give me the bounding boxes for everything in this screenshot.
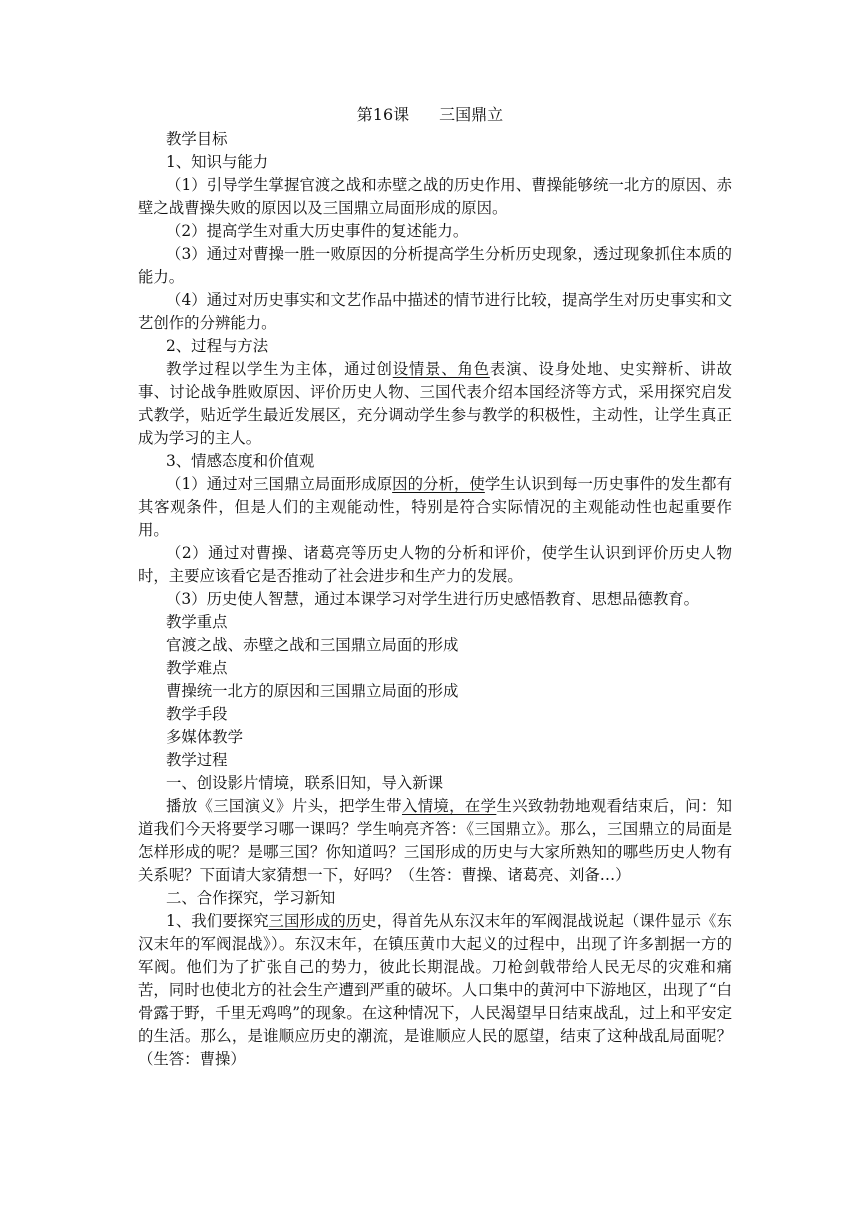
body-paragraph [138,243,732,289]
body-paragraph [138,220,732,243]
paragraph-text: 二、合作探究，学习新知 [166,889,336,907]
paragraph-text: 教学重点 [166,613,228,631]
paragraph-text: 教学过程以学生为主体，通过创 [166,360,393,378]
paragraph-text: （2）通过对曹操、诸葛亮等历史人物的分析和评价，使学生认识到评价历史人物时，主要应该看它是否推动了社会进步和生产力的发展。 [138,544,732,585]
underlined-text: 设情景、角色 [392,360,490,378]
body-paragraph [138,358,732,450]
paragraph-text: 教学过程 [166,751,228,769]
body-paragraph [138,174,732,220]
paragraph-text: 教学难点 [166,659,228,677]
body-paragraph [138,473,732,542]
paragraph-text: 官渡之战、赤壁之战和三国鼎立局面的形成 [166,636,459,654]
section-heading [138,887,732,910]
paragraph-text: 1、我们要探究 [166,912,269,930]
paragraph-text: 1、知识与能力 [166,153,269,171]
paragraph-text: 播放《三国演义》片头，把学生带 [166,797,402,815]
section-heading [138,151,732,174]
body-paragraph [138,795,732,887]
document-body [138,128,732,1071]
paragraph-text: （1）通过对三国鼎立局面形成原 [166,475,393,493]
underlined-text: 因的分析，使 [392,475,485,493]
body-paragraph [138,588,732,611]
body-paragraph [138,289,732,335]
paragraph-text: 教学手段 [166,705,228,723]
paragraph-text: 生兴致勃勃地观看结束后，问：知道我们今天将要学习哪一课吗？学生响亮齐答：《三国鼎立》。那么，三国鼎立的局面是怎样形成的呢？是哪三国？你知道吗？三国形成的历史与大家所熟知的哪些历史人物有关系呢？下面请大家猜想一下，好吗？（生答：曹操、诸葛亮、刘备…） [138,797,732,884]
paragraph-text: 教学目标 [166,130,228,148]
section-heading [138,634,732,657]
section-heading [138,726,732,749]
paragraph-text: （4）通过对历史事实和文艺作品中描述的情节进行比较，提高学生对历史事实和文艺创作的分辨能力。 [138,291,732,332]
lesson-number: 第16课 [356,105,410,124]
lesson-title: 三国鼎立 [439,105,504,124]
section-heading [138,611,732,634]
paragraph-text: 学生认识到每一历史事件的发生都有其客观条件，但是人们的主观能动性，特别是符合实际情况的主观能动性也起重要作用。 [138,475,732,539]
section-heading [138,450,732,473]
paragraph-text: 3、情感态度和价值观 [166,452,315,470]
section-heading [138,128,732,151]
paragraph-text: 一、创设影片情境，联系旧知，导入新课 [166,774,444,792]
paragraph-text: 2、过程与方法 [166,337,269,355]
paragraph-text: 表演、设身处地、史实辩析、讲故事、讨论战争胜败原因、评价历史人物、三国代表介绍本国经济等方式，采用探究启发式教学，贴近学生最近发展区，充分调动学生参与教学的积极性，主动性，让学生真正成为学习的主人。 [138,360,732,447]
section-heading [138,703,732,726]
paragraph-text: （3）通过对曹操一胜一败原因的分析提高学生分析历史现象，透过现象抓住本质的能力。 [138,245,732,286]
underlined-text: 入情境，在学 [401,797,497,815]
paragraph-text: 多媒体教学 [166,728,243,746]
section-heading [138,749,732,772]
paragraph-text: （3）历史使人智慧，通过本课学习对学生进行历史感悟教育、思想品德教育。 [166,590,700,608]
section-heading [138,680,732,703]
paragraph-text: 曹操统一北方的原因和三国鼎立局面的形成 [166,682,459,700]
body-paragraph [138,910,732,1071]
paragraph-text: 史，得首先从东汉末年的军阀混战说起（课件显示《东汉末年的军阀混战》）。东汉末年，在镇压黄巾大起义的过程中，出现了许多割据一方的军阀。他们为了扩张自己的势力，彼此长期混战。刀枪剑戟带给人民无尽的灾难和痛苦，同时也使北方的社会生产遭到严重的破坏。人口集中的黄河中下游地区，出现了“白骨露于野，千里无鸡鸣”的现象。在这种情况下，人民渴望早日结束战乱，过上和平安定的生活。那么，是谁顺应历史的潮流，是谁顺应人民的愿望，结束了这种战乱局面呢？（生答：曹操） [138,912,732,1068]
lesson-heading [0,104,860,126]
paragraph-text: （1）引导学生掌握官渡之战和赤壁之战的历史作用、曹操能够统一北方的原因、赤壁之战曹操失败的原因以及三国鼎立局面形成的原因。 [138,176,732,217]
underlined-text: 三国形成的历 [268,912,362,930]
section-heading [138,657,732,680]
body-paragraph [138,542,732,588]
section-heading [138,335,732,358]
section-heading [138,772,732,795]
paragraph-text: （2）提高学生对重大历史事件的复述能力。 [166,222,469,240]
